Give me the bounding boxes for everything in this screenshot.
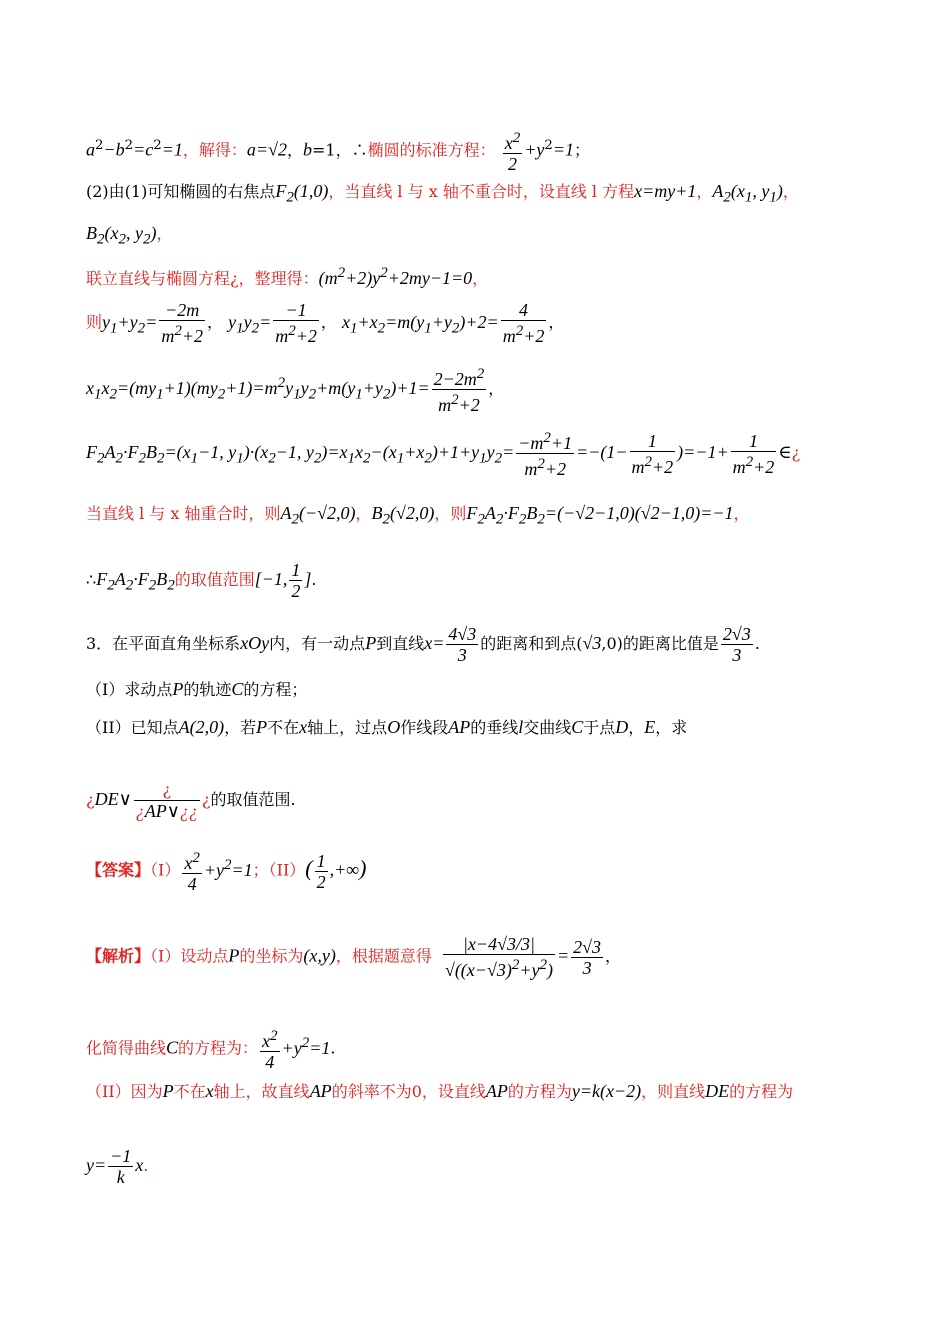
line-14: 【答案】（I） $\frac{x^2}{4}$ $+y^2=1$；（II）( $\frac{1}{2}$ ,+∞) [86, 850, 367, 894]
line-18: y= $\frac{-1}{k}$ x. [86, 1146, 149, 1187]
line-2: (2)由(1)可知椭圆的右焦点$F_2(1,0)$，当直线 l 与 x 轴不重合时，设直线 l 方程x=my+1，$A_2(x_1$, $y_1$)， [86, 181, 799, 206]
line-3: $B_2(x_2$, $y_2$)， [86, 223, 173, 248]
line-10: 3．在平面直角坐标系xOy内，有一动点P到直线x= $\frac{4√3}{3}$ 的距离和到点(√3,0)的距离比值是 $\frac{2√3}{3}$ . [86, 624, 760, 665]
line-8: 当直线 l 与 x 轴重合时，则$A_2(-√2,0)$，$B_2(√2,0)$，则$F_2A_2\cdot F_2B_2=(-√2-1,0)(√2-1,0)=-1$， [86, 503, 750, 528]
fraction-x2-over-2: $\frac{x^2}{2}$ [504, 130, 521, 174]
line-4: 联立直线与椭圆方程¿，整理得：$(m^2+2)y^2+2my-1=0$， [86, 265, 489, 288]
line-7: $F_2A_2\cdot F_2B_2=(x_1-1$, $y_1)\cdot(x_2-1$, $y_2)=x_1x_2-(x_1+x_2)+1+y_1y_2=$ $\frac{-m^2+1}{m^2+2}$ =−(1− $\frac{1}{m^2+2}$ )=−1+ $\frac{1}{m^2+2}$ ∈¿ [86, 430, 801, 479]
line-1: $a^2-b^2=c^2=1$，解得：a=√2，b=1，∴椭圆的标准方程： $\frac{x^2}{2}$ $+y^2=1$； [86, 130, 590, 174]
line-9: $\therefore F_2A_2\cdot F_2B_2$的取值范围[−1, $\frac{1}{2}$ ]. [86, 560, 317, 601]
line-17: （II）因为P不在x轴上，故直线AP的斜率不为0，设直线AP的方程为y=k(x−2)，则直线DE的方程为 [86, 1081, 794, 1101]
line-12: （II）已知点A(2,0)，若P不在x轴上，过点O作线段AP的垂线l交曲线C于点D，E，求 [86, 717, 688, 737]
line-11: （I）求动点P的轨迹C的方程； [86, 679, 308, 699]
line-15: 【解析】（I）设动点P的坐标为(x,y)，根据题意得 $\frac{|x-4√3/3|}{√((x-√3)^2+y^2)}$ = $\frac{2√3}{3}$ ， [86, 934, 622, 980]
line-16: 化简得曲线C的方程为： $\frac{x^2}{4}$ $+y^2=1$. [86, 1028, 336, 1072]
line-6: $x_1x_2=(my_1+1)(my_2+1)=m^2y_1y_2+m(y_1+y_2)+1=$ $\frac{2-2m^2}{m^2+2}$ ， [86, 366, 505, 415]
line-13: ¿DE∨ $\frac{¿}{¿AP\vee¿¿}$ ¿的取值范围. [86, 780, 296, 821]
line-5: 则$y_1+y_2=$ $\frac{-2m}{m^2+2}$ ， $y_1y_2=$ $\frac{-1}{m^2+2}$ ， $x_1+x_2=m(y_1+y_2)+2=$ $\frac{4}{m^2+2}$ ， [86, 300, 565, 346]
